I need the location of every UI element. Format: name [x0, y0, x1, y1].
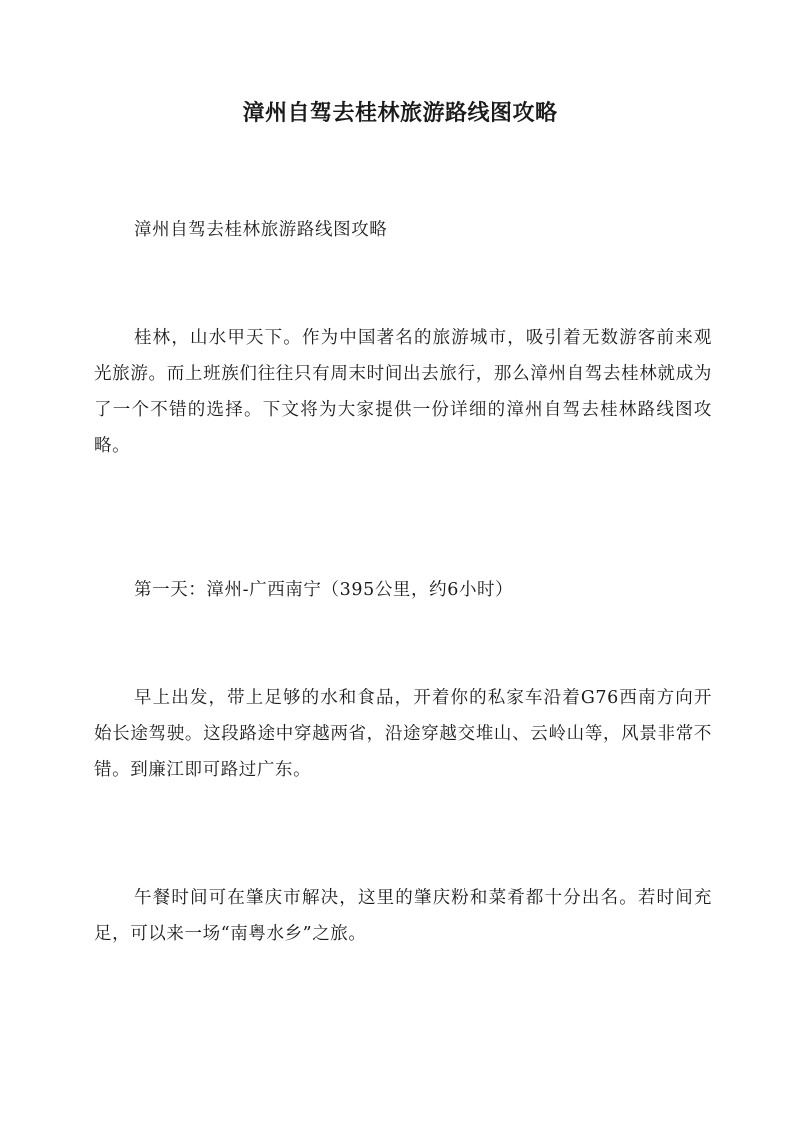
- paragraph-subtitle: 漳州自驾去桂林旅游路线图攻略: [134, 220, 388, 240]
- paragraph-lunch: 午餐时间可在肇庆市解决，这里的肇庆粉和菜肴都十分出名。若时间充足，可以来一场“南粤水乡”之旅。: [94, 888, 712, 944]
- paragraph-morning-drive: 早上出发，带上足够的水和食品，开着你的私家车沿着G76西南方向开始长途驾驶。这段路途中穿越两省，沿途穿越交堆山、云岭山等，风景非常不错。到廉江即可路过广东。: [94, 688, 712, 780]
- paragraph-day-one-heading: 第一天：漳州-广西南宁（395公里，约6小时）: [134, 580, 514, 600]
- page-title: 漳州自驾去桂林旅游路线图攻略: [242, 100, 558, 126]
- paragraph-intro: 桂林，山水甲天下。作为中国著名的旅游城市，吸引着无数游客前来观光旅游。而上班族们往往只有周末时间出去旅行，那么漳州自驾去桂林就成为了一个不错的选择。下文将为大家提供一份详细的漳州自驾去桂林路线图攻略。: [94, 328, 712, 456]
